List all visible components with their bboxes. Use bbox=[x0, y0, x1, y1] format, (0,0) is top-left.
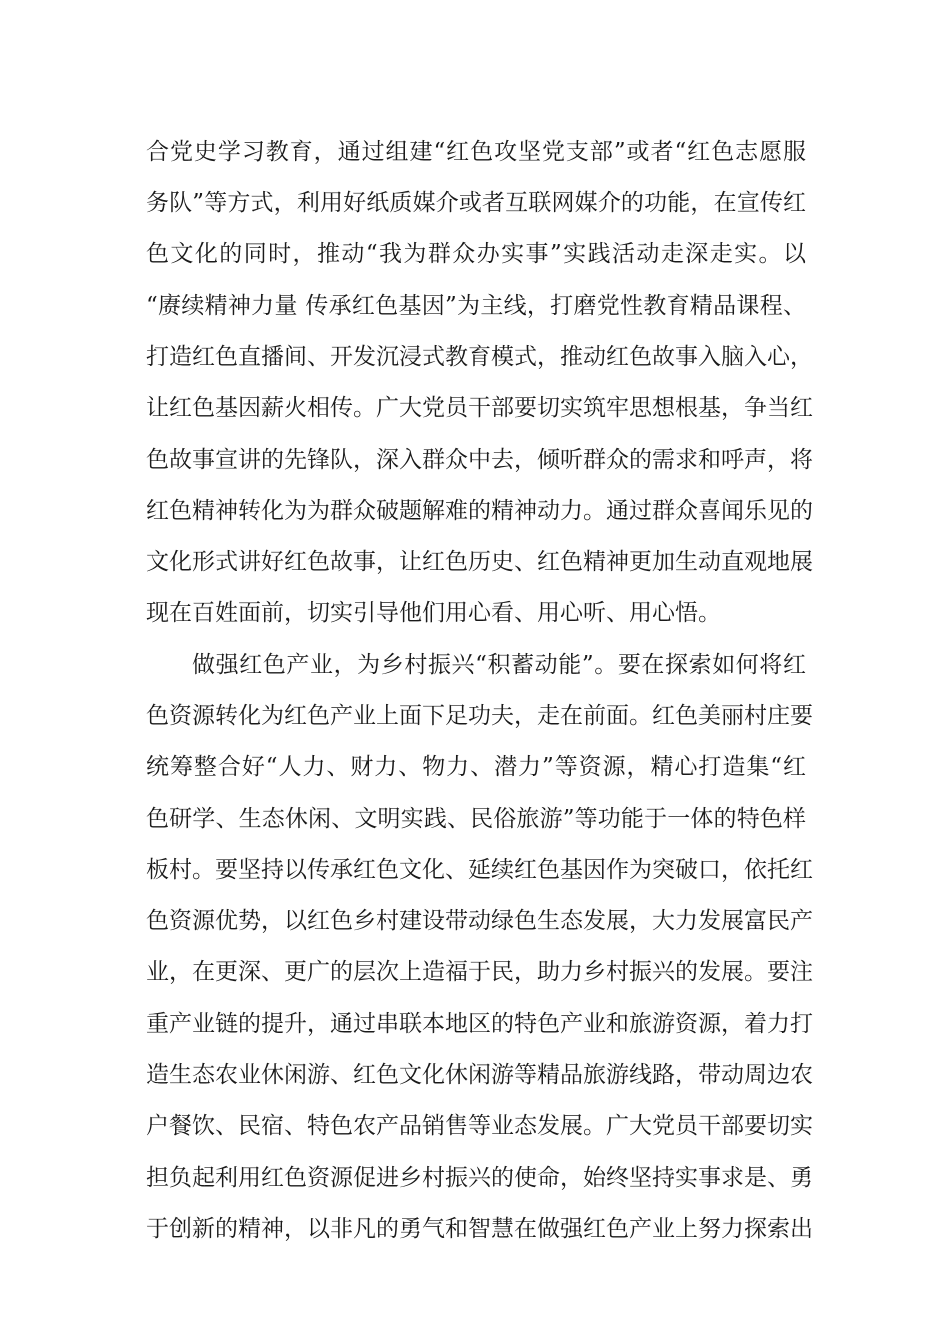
text-line: 担负起利用红色资源促进乡村振兴的使命，始终坚持实事求是、勇 bbox=[146, 1165, 813, 1191]
text-line: 让红色基因薪火相传。广大党员干部要切实筑牢思想根基，争当红 bbox=[146, 395, 813, 421]
text-line: 打造红色直播间、开发沉浸式教育模式，推动红色故事入脑入心， bbox=[146, 344, 813, 370]
text-line: 于创新的精神，以非凡的勇气和智慧在做强红色产业上努力探索出 bbox=[146, 1216, 813, 1242]
text-line: 色文化的同时，推动“我为群众办实事”实践活动走深走实。以 bbox=[146, 241, 806, 267]
text-line: 文化形式讲好红色故事，让红色历史、红色精神更加生动直观地展 bbox=[146, 549, 813, 575]
text-line: 色资源转化为红色产业上面下足功夫，走在前面。红色美丽村庄要 bbox=[146, 703, 813, 729]
text-line: 色研学、生态休闲、文明实践、民俗旅游”等功能于一体的特色样 bbox=[146, 806, 806, 832]
text-line: 户餐饮、民宿、特色农产品销售等业态发展。广大党员干部要切实 bbox=[146, 1113, 813, 1139]
text-line: 色故事宣讲的先锋队，深入群众中去，倾听群众的需求和呼声，将 bbox=[146, 447, 813, 473]
text-line: 现在百姓面前，切实引导他们用心看、用心听、用心悟。 bbox=[146, 600, 721, 626]
paragraph-first-line: 做强红色产业，为乡村振兴“积蓄动能”。要在探索如何将红 bbox=[192, 652, 806, 678]
text-line: 务队”等方式，利用好纸质媒介或者互联网媒介的功能，在宣传红 bbox=[146, 190, 806, 216]
text-line: 重产业链的提升，通过串联本地区的特色产业和旅游资源，着力打 bbox=[146, 1011, 813, 1037]
text-line: 造生态农业休闲游、红色文化休闲游等精品旅游线路，带动周边农 bbox=[146, 1062, 813, 1088]
text-line: 合党史学习教育，通过组建“红色攻坚党支部”或者“红色志愿服 bbox=[146, 139, 806, 165]
text-line: 色资源优势，以红色乡村建设带动绿色生态发展，大力发展富民产 bbox=[146, 908, 813, 934]
text-line: 板村。要坚持以传承红色文化、延续红色基因作为突破口，依托红 bbox=[146, 857, 813, 883]
text-line: 红色精神转化为为群众破题解难的精神动力。通过群众喜闻乐见的 bbox=[146, 498, 813, 524]
text-line: 统筹整合好“人力、财力、物力、潜力”等资源，精心打造集“红 bbox=[146, 754, 806, 780]
text-line: 业，在更深、更广的层次上造福于民，助力乡村振兴的发展。要注 bbox=[146, 959, 813, 985]
text-line: “赓续精神力量 传承红色基因”为主线，打磨党性教育精品课程、 bbox=[146, 293, 806, 319]
